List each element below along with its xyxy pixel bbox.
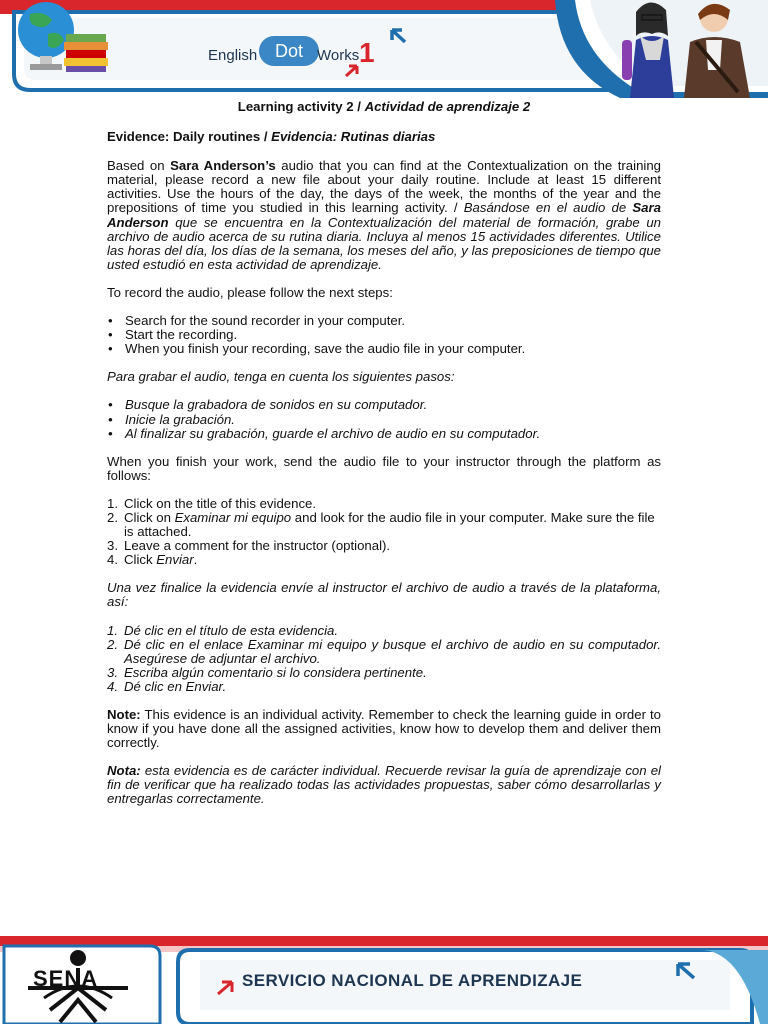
list-text: Escriba algún comentario si lo considera pertinente. [124, 664, 427, 680]
list-item [107, 622, 661, 638]
list-number: 1. [107, 495, 118, 511]
intro-name: Sara Anderson’s [170, 158, 276, 174]
list-item: • Busque la grabadora de sonidos en su computador. [125, 398, 661, 412]
steps-intro-spanish: Para grabar el audio, tenga en cuenta los siguientes pasos: [107, 369, 455, 385]
logo-works-text: Works [317, 47, 360, 64]
list-item [107, 509, 661, 540]
list-item: • Search for the sound recorder in your computer. [125, 314, 661, 328]
list-item [107, 538, 661, 554]
document-body [107, 100, 661, 807]
list-item [107, 678, 661, 694]
evidence-english: Evidence: Daily routines / [107, 129, 272, 145]
send-steps-list-spanish [107, 624, 661, 694]
list-number: 3. [107, 538, 118, 554]
intro-paragraph [107, 159, 661, 272]
intro-es-text-1: Basándose en el audio de [463, 200, 633, 216]
list-item [107, 636, 661, 666]
list-item: • Al finalizar su grabación, guarde el archivo de audio en su computador. [125, 427, 661, 441]
nota-label: Nota: [107, 763, 141, 779]
list-number: 4. [107, 552, 118, 568]
note-paragraph [107, 708, 661, 750]
steps-list-spanish [107, 398, 661, 440]
footer-institution-name: SERVICIO NACIONAL DE APRENDIZAJE [242, 971, 583, 990]
list-text: Click [124, 552, 157, 568]
list-item [107, 664, 661, 680]
evidence-heading [107, 130, 661, 144]
send-intro-spanish: Una vez finalice la evidencia envíe al instructor el archivo de audio a través de la plataforma, así: [107, 580, 661, 610]
list-number: 1. [107, 622, 118, 638]
logo-english-text: English [208, 47, 258, 64]
intro-text-2: audio that you can find at the Contextualization on the training material, please record a new file about your daily routine. Include at least 15 different activities. Use the hours of the day, the days of the week, the months of the year and the prepositions of time you studied in this learning activity. / [107, 158, 662, 216]
intro-text-1: Based on [107, 158, 171, 174]
list-text: Click on the title of this evidence. [124, 495, 317, 511]
list-text: Click on [124, 509, 175, 525]
list-text-italic: Enviar [156, 552, 194, 568]
note-text: This evidence is an individual activity. Remember to check the learning guide in order to know if you have done all the assigned activities, know how to develop them and deliver them correctly. [107, 707, 661, 751]
list-item: • When you finish your recording, save the audio file in your computer. [125, 342, 661, 356]
sena-logo-text: SENA [33, 966, 99, 991]
page-header [0, 0, 768, 98]
send-steps-list [107, 497, 661, 567]
list-number: 4. [107, 678, 118, 694]
list-text: Dé clic en el título de esta evidencia. [124, 622, 339, 638]
list-item: • Inicie la grabación. [125, 413, 661, 427]
title-spanish: Actividad de aprendizaje 2 [364, 99, 531, 114]
note-label: Note: [107, 707, 141, 722]
page-title [107, 100, 661, 114]
nota-paragraph [107, 764, 661, 806]
evidence-spanish: Evidencia: Rutinas diarias [271, 129, 436, 145]
list-text: . [193, 552, 198, 568]
list-text: Dé clic en Enviar. [124, 678, 227, 694]
intro-es-name: Sara Anderson [107, 200, 661, 230]
steps-list [107, 314, 661, 356]
list-text-italic: Examinar mi equipo [174, 509, 292, 525]
list-text: Dé clic en el enlace Examinar mi equipo y busque el archivo de audio en su computador. Asegúrese de adjuntar el archivo. [124, 636, 661, 666]
nota-text: esta evidencia es de carácter individual. Recuerde revisar la guía de aprendizaje con el fin de verificar que ha realizado todas las actividades propuestas, saber cómo desarrollarlas y entregarlas correctamente. [107, 763, 661, 807]
list-item [107, 495, 661, 511]
page-footer [0, 930, 768, 1024]
intro-es-text-2: que se encuentra en la Contextualización del material de formación, grabe un archivo de audio acerca de su rutina diaria. Incluya al menos 15 actividades diferentes. Utilice las horas del día, los días de la semana, los meses del año, y las preposiciones de tiempo que usted estudió en esta actividad de aprendizaje. [107, 214, 661, 272]
list-text: Leave a comment for the instructor (optional). [124, 538, 391, 554]
logo-dot-badge: Dot [259, 36, 319, 66]
header-banner-graphic [0, 0, 768, 98]
logo-level-number: 1 [359, 37, 375, 68]
title-english: Learning activity 2 / [237, 99, 365, 114]
list-item [107, 552, 661, 568]
list-number: 2. [107, 636, 118, 652]
list-number: 3. [107, 664, 118, 680]
list-number: 2. [107, 509, 118, 525]
list-text: and look for the audio file in your computer. Make sure the file is attached. [124, 509, 655, 540]
steps-intro: To record the audio, please follow the next steps: [107, 284, 393, 300]
send-intro: When you finish your work, send the audio file to your instructor through the platform as follows: [107, 453, 661, 483]
list-item: • Start the recording. [125, 328, 661, 342]
